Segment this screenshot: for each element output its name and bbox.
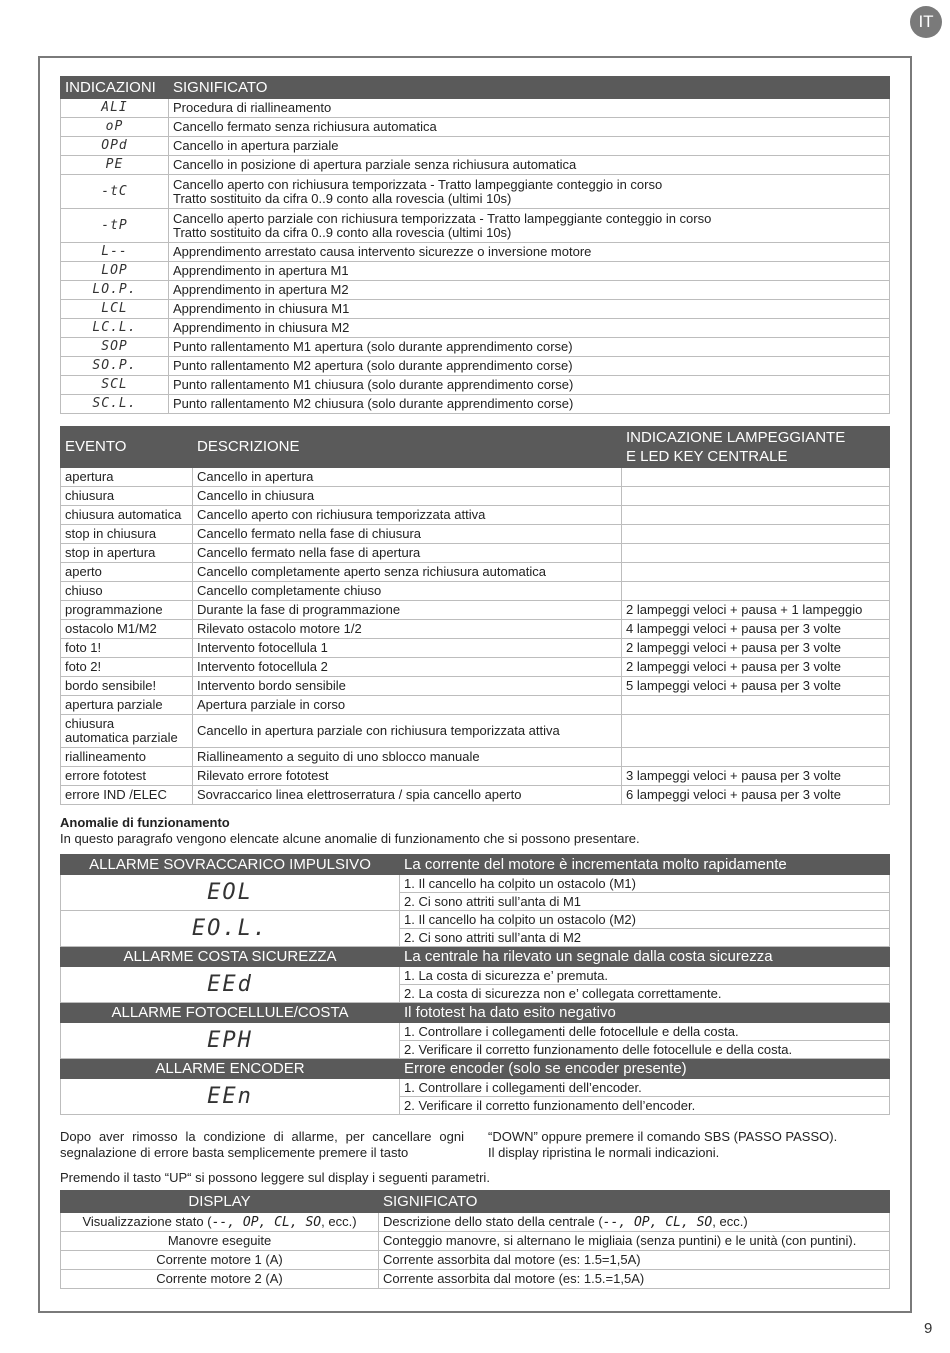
indication-text-line: Cancello fermato senza richiusura automatica bbox=[173, 119, 437, 134]
event-name-line: programmazione bbox=[65, 602, 163, 617]
event-description: Cancello fermato nella fase di chiusura bbox=[193, 525, 622, 544]
display-row-current-m2: Corrente motore 2 (A) bbox=[61, 1270, 379, 1289]
event-row bbox=[61, 767, 890, 786]
event-flash-indication: 2 lampeggi veloci + pausa per 3 volte bbox=[622, 658, 890, 677]
indication-row bbox=[61, 357, 890, 376]
event-flash-indication bbox=[622, 748, 890, 767]
event-flash-indication: 5 lampeggi veloci + pausa per 3 volte bbox=[622, 677, 890, 696]
alarm-overload-code-m2: EO.L. bbox=[61, 911, 400, 947]
display-row-current-m2-desc: Corrente assorbita dal motore (es: 1.5.=1,5A) bbox=[379, 1270, 890, 1289]
display-row-maneuvers: Manovre eseguite bbox=[61, 1232, 379, 1251]
event-name-line: chiuso bbox=[65, 583, 103, 598]
display-table bbox=[60, 1190, 890, 1289]
event-row bbox=[61, 748, 890, 767]
event-name-line: foto 2! bbox=[65, 659, 102, 674]
indication-text bbox=[169, 357, 890, 376]
alarm-overload-m2-line2: 2. Ci sono attriti sull’anta di M2 bbox=[400, 929, 890, 947]
event-name-line: apertura bbox=[65, 469, 114, 484]
indication-text bbox=[169, 118, 890, 137]
indication-text bbox=[169, 262, 890, 281]
alarm-encoder-desc: Errore encoder (solo se encoder presente) bbox=[400, 1059, 890, 1079]
indication-text-line: Punto rallentamento M1 apertura (solo durante apprendimento corse) bbox=[173, 339, 573, 354]
indication-text bbox=[169, 99, 890, 118]
indication-code: LCL bbox=[61, 300, 169, 319]
event-row bbox=[61, 544, 890, 563]
indication-row bbox=[61, 319, 890, 338]
indications-table bbox=[60, 76, 890, 414]
header-display: DISPLAY bbox=[61, 1191, 379, 1213]
event-name-line2: automatica parziale bbox=[65, 730, 178, 745]
event-name bbox=[61, 601, 193, 620]
alarm-photo-name: ALLARME FOTOCELLULE/COSTA bbox=[61, 1003, 400, 1023]
indication-code: LO.P. bbox=[61, 281, 169, 300]
indication-code: -tP bbox=[61, 209, 169, 243]
up-text: Premendo il tasto “UP“ si possono leggere sul display i seguenti parametri. bbox=[60, 1170, 490, 1185]
indication-row bbox=[61, 156, 890, 175]
indication-text bbox=[169, 175, 890, 209]
event-row bbox=[61, 506, 890, 525]
alarm-encoder-line1: 1. Controllare i collegamenti dell’encoder. bbox=[400, 1079, 890, 1097]
event-name bbox=[61, 620, 193, 639]
event-flash-indication: 4 lampeggi veloci + pausa per 3 volte bbox=[622, 620, 890, 639]
event-name bbox=[61, 639, 193, 658]
header-indicazione bbox=[622, 427, 890, 468]
header-display-significato: SIGNIFICATO bbox=[379, 1191, 890, 1213]
indication-text bbox=[169, 376, 890, 395]
event-row bbox=[61, 601, 890, 620]
indication-text-line: Punto rallentamento M2 apertura (solo durante apprendimento corse) bbox=[173, 358, 573, 373]
alarm-encoder-code: EEn bbox=[61, 1079, 400, 1115]
event-flash-indication bbox=[622, 525, 890, 544]
event-description: Cancello in apertura bbox=[193, 468, 622, 487]
event-flash-indication bbox=[622, 696, 890, 715]
event-name bbox=[61, 525, 193, 544]
indication-text bbox=[169, 281, 890, 300]
event-row bbox=[61, 563, 890, 582]
event-row bbox=[61, 620, 890, 639]
indication-code: SO.P. bbox=[61, 357, 169, 376]
event-name-line: stop in chiusura bbox=[65, 526, 157, 541]
event-row bbox=[61, 525, 890, 544]
event-flash-indication: 6 lampeggi veloci + pausa per 3 volte bbox=[622, 786, 890, 805]
event-description: Rilevato errore fototest bbox=[193, 767, 622, 786]
event-description: Sovraccarico linea elettroserratura / spia cancello aperto bbox=[193, 786, 622, 805]
indication-code: SOP bbox=[61, 338, 169, 357]
indication-row bbox=[61, 175, 890, 209]
indication-code: PE bbox=[61, 156, 169, 175]
header-evento: EVENTO bbox=[61, 427, 193, 468]
indication-row bbox=[61, 376, 890, 395]
alarm-overload-name: ALLARME SOVRACCARICO IMPULSIVO bbox=[61, 855, 400, 875]
event-name-line: riallineamento bbox=[65, 749, 146, 764]
event-flash-indication: 2 lampeggi veloci + pausa per 3 volte bbox=[622, 639, 890, 658]
event-name bbox=[61, 658, 193, 677]
event-name bbox=[61, 544, 193, 563]
alarm-overload-desc: La corrente del motore è incrementata molto rapidamente bbox=[400, 855, 890, 875]
event-row bbox=[61, 696, 890, 715]
alarm-edge-line2: 2. La costa di sicurezza non e’ collegata correttamente. bbox=[400, 985, 890, 1003]
indication-row bbox=[61, 338, 890, 357]
display-row-state-post: , ecc.) bbox=[321, 1213, 357, 1229]
language-badge: IT bbox=[910, 6, 942, 38]
alarm-edge-code: EEd bbox=[61, 967, 400, 1003]
event-name-line: aperto bbox=[65, 564, 102, 579]
event-name bbox=[61, 506, 193, 525]
display-row-state-desc bbox=[379, 1213, 890, 1232]
indication-row bbox=[61, 281, 890, 300]
alarm-edge-desc: La centrale ha rilevato un segnale dalla costa sicurezza bbox=[400, 947, 890, 967]
event-flash-indication: 2 lampeggi veloci + pausa + 1 lampeggio bbox=[622, 601, 890, 620]
event-flash-indication bbox=[622, 487, 890, 506]
alarm-photo-code: EPH bbox=[61, 1023, 400, 1059]
indication-row bbox=[61, 118, 890, 137]
indication-text-line: Apprendimento in apertura M2 bbox=[173, 282, 349, 297]
event-description: Cancello completamente aperto senza richiusura automatica bbox=[193, 563, 622, 582]
event-description: Cancello in chiusura bbox=[193, 487, 622, 506]
alarms-table bbox=[60, 854, 890, 1115]
event-name-line: apertura parziale bbox=[65, 697, 163, 712]
event-row bbox=[61, 639, 890, 658]
indication-row bbox=[61, 300, 890, 319]
event-description: Rilevato ostacolo motore 1/2 bbox=[193, 620, 622, 639]
event-name bbox=[61, 582, 193, 601]
event-name-line: ostacolo M1/M2 bbox=[65, 621, 157, 636]
header-indicazione-line2: E LED KEY CENTRALE bbox=[626, 448, 788, 465]
indication-text-line: Cancello aperto con richiusura temporizzata - Tratto lampeggiante conteggio in corso bbox=[173, 176, 663, 192]
event-row bbox=[61, 487, 890, 506]
indication-text-line: Punto rallentamento M2 chiusura (solo durante apprendimento corse) bbox=[173, 396, 574, 411]
indication-text-line: Apprendimento arrestato causa intervento sicurezze o inversione motore bbox=[173, 244, 592, 259]
indication-code: LOP bbox=[61, 262, 169, 281]
indication-code: SCL bbox=[61, 376, 169, 395]
anomalies-intro: In questo paragrafo vengono elencate alcune anomalie di funzionamento che si possono presentare. bbox=[60, 831, 640, 846]
event-name bbox=[61, 786, 193, 805]
alarm-edge-line1: 1. La costa di sicurezza e’ premuta. bbox=[400, 967, 890, 985]
display-row-state-desc-codes: --, OP, CL, SO bbox=[602, 1214, 713, 1230]
event-flash-indication bbox=[622, 468, 890, 487]
event-row bbox=[61, 677, 890, 696]
indication-text bbox=[169, 395, 890, 414]
reset-text-left: Dopo aver rimosso la condizione di allarme, per cancellare ogni segnalazione di errore basta semplicemente premere il tasto bbox=[60, 1129, 464, 1160]
display-row-state-desc-post: , ecc.) bbox=[712, 1213, 748, 1229]
event-name bbox=[61, 767, 193, 786]
event-description: Durante la fase di programmazione bbox=[193, 601, 622, 620]
indication-text-line: Punto rallentamento M1 chiusura (solo durante apprendimento corse) bbox=[173, 377, 574, 392]
alarm-overload-m2-line1: 1. Il cancello ha colpito un ostacolo (M2) bbox=[400, 911, 890, 929]
event-flash-indication bbox=[622, 506, 890, 525]
display-row-current-m1-desc: Corrente assorbita dal motore (es: 1.5=1,5A) bbox=[379, 1251, 890, 1270]
event-description: Apertura parziale in corso bbox=[193, 696, 622, 715]
event-name bbox=[61, 677, 193, 696]
indication-text bbox=[169, 319, 890, 338]
events-table bbox=[60, 426, 890, 805]
display-row-maneuvers-desc: Conteggio manovre, si alternano le migliaia (senza puntini) e le unità (con puntini). bbox=[379, 1232, 890, 1251]
indication-code: OPd bbox=[61, 137, 169, 156]
indication-code: LC.L. bbox=[61, 319, 169, 338]
indication-text-line: Apprendimento in apertura M1 bbox=[173, 263, 349, 278]
event-name-line: chiusura bbox=[65, 488, 115, 503]
event-row bbox=[61, 658, 890, 677]
indication-text bbox=[169, 300, 890, 319]
indication-text bbox=[169, 209, 890, 243]
event-name-line: chiusura bbox=[65, 716, 115, 731]
indication-text bbox=[169, 156, 890, 175]
event-flash-indication bbox=[622, 715, 890, 748]
event-name-line: errore fototest bbox=[65, 768, 146, 783]
indication-code: oP bbox=[61, 118, 169, 137]
indication-code: ALI bbox=[61, 99, 169, 118]
indication-row bbox=[61, 395, 890, 414]
alarm-photo-desc: Il fototest ha dato esito negativo bbox=[400, 1003, 890, 1023]
event-description: Cancello completamente chiuso bbox=[193, 582, 622, 601]
event-name bbox=[61, 563, 193, 582]
indication-text bbox=[169, 338, 890, 357]
indication-row bbox=[61, 99, 890, 118]
indication-text-line: Apprendimento in chiusura M1 bbox=[173, 301, 350, 316]
header-indicazione-line1: INDICAZIONE LAMPEGGIANTE bbox=[626, 429, 846, 446]
event-row bbox=[61, 786, 890, 805]
indication-text-line: Apprendimento in chiusura M2 bbox=[173, 320, 350, 335]
event-description: Cancello in apertura parziale con richiusura temporizzata attiva bbox=[193, 715, 622, 748]
event-description: Riallineamento a seguito di uno sblocco manuale bbox=[193, 748, 622, 767]
event-description: Cancello aperto con richiusura temporizzata attiva bbox=[193, 506, 622, 525]
event-description: Intervento fotocellula 1 bbox=[193, 639, 622, 658]
alarm-encoder-name: ALLARME ENCODER bbox=[61, 1059, 400, 1079]
alarm-overload-m1-line2: 2. Ci sono attriti sull’anta di M1 bbox=[400, 893, 890, 911]
indication-text bbox=[169, 137, 890, 156]
header-indicazioni: INDICAZIONI bbox=[61, 77, 169, 99]
anomalies-title: Anomalie di funzionamento bbox=[60, 815, 230, 830]
alarm-overload-code-m1: EOL bbox=[61, 875, 400, 911]
header-descrizione: DESCRIZIONE bbox=[193, 427, 622, 468]
display-row-state-codes: --, OP, CL, SO bbox=[211, 1214, 322, 1230]
indication-text-line: Cancello aperto parziale con richiusura temporizzata - Tratto lampeggiante conteggio in corso bbox=[173, 210, 712, 226]
indication-code: SC.L. bbox=[61, 395, 169, 414]
indication-code: -tC bbox=[61, 175, 169, 209]
event-name bbox=[61, 748, 193, 767]
alarm-edge-name: ALLARME COSTA SICUREZZA bbox=[61, 947, 400, 967]
event-name-line: bordo sensibile! bbox=[65, 678, 157, 693]
display-row-state-desc-pre: Descrizione dello stato della centrale ( bbox=[383, 1213, 603, 1229]
indication-text-line: Procedura di riallineamento bbox=[173, 100, 332, 115]
indication-code: L-- bbox=[61, 243, 169, 262]
reset-text-right-1: “DOWN” oppure premere il comando SBS (PASSO PASSO). bbox=[488, 1129, 838, 1144]
event-name-line: chiusura automatica bbox=[65, 507, 182, 522]
event-name bbox=[61, 715, 193, 748]
event-row bbox=[61, 582, 890, 601]
event-row bbox=[61, 715, 890, 748]
indication-row bbox=[61, 209, 890, 243]
event-flash-indication bbox=[622, 563, 890, 582]
event-description: Cancello fermato nella fase di apertura bbox=[193, 544, 622, 563]
indication-row bbox=[61, 243, 890, 262]
event-name bbox=[61, 696, 193, 715]
alarm-photo-line2: 2. Verificare il corretto funzionamento delle fotocellule e della costa. bbox=[400, 1041, 890, 1059]
indication-row bbox=[61, 137, 890, 156]
indication-text-line2: Tratto sostituito da cifra 0..9 conto alla rovescia (ultimi 10s) bbox=[173, 190, 512, 206]
header-significato: SIGNIFICATO bbox=[169, 77, 890, 99]
alarm-encoder-line2: 2. Verificare il corretto funzionamento dell’encoder. bbox=[400, 1097, 890, 1115]
event-name bbox=[61, 468, 193, 487]
reset-text-right-2: Il display ripristina le normali indicazioni. bbox=[488, 1145, 720, 1160]
event-name bbox=[61, 487, 193, 506]
indication-text-line: Cancello in apertura parziale bbox=[173, 138, 339, 153]
event-description: Intervento bordo sensibile bbox=[193, 677, 622, 696]
event-name-line: foto 1! bbox=[65, 640, 102, 655]
alarm-overload-m1-line1: 1. Il cancello ha colpito un ostacolo (M1) bbox=[400, 875, 890, 893]
display-row-state-pre: Visualizzazione stato ( bbox=[82, 1213, 212, 1229]
alarm-photo-line1: 1. Controllare i collegamenti delle fotocellule e della costa. bbox=[400, 1023, 890, 1041]
indication-text bbox=[169, 243, 890, 262]
event-name-line: stop in apertura bbox=[65, 545, 156, 560]
event-description: Intervento fotocellula 2 bbox=[193, 658, 622, 677]
event-row bbox=[61, 468, 890, 487]
indication-text-line: Cancello in posizione di apertura parziale senza richiusura automatica bbox=[173, 157, 577, 172]
indication-text-line2: Tratto sostituito da cifra 0..9 conto alla rovescia (ultimi 10s) bbox=[173, 224, 512, 240]
page-number: 9 bbox=[924, 1320, 933, 1337]
event-flash-indication bbox=[622, 582, 890, 601]
event-flash-indication bbox=[622, 544, 890, 563]
display-row-state bbox=[61, 1213, 379, 1232]
display-row-current-m1: Corrente motore 1 (A) bbox=[61, 1251, 379, 1270]
indication-row bbox=[61, 262, 890, 281]
event-flash-indication: 3 lampeggi veloci + pausa per 3 volte bbox=[622, 767, 890, 786]
event-name-line: errore IND /ELEC bbox=[65, 787, 167, 802]
